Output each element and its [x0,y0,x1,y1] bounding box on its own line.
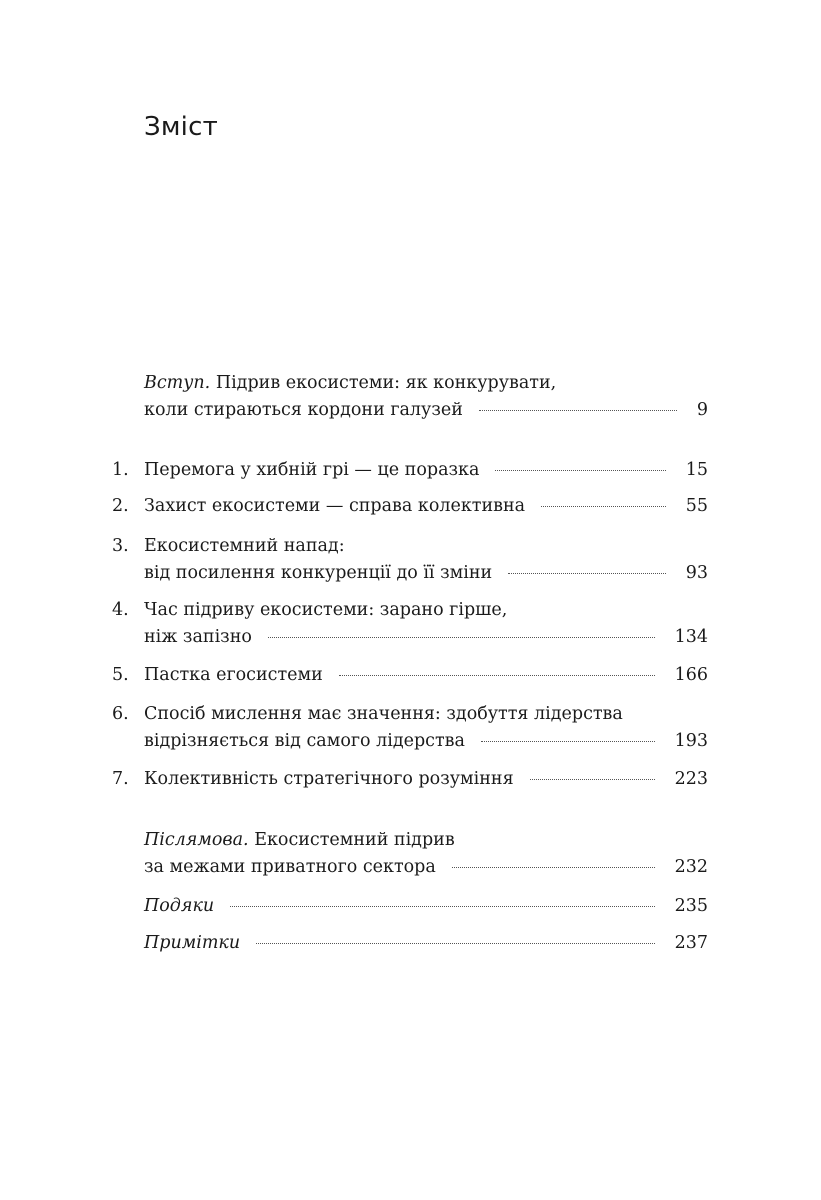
toc-page-number: 93 [685,563,708,583]
toc-entry-line [144,827,455,854]
toc-entry-prefix: Післямова. [144,830,249,850]
chapter-number: 3. [112,536,129,556]
chapter-number: 1. [112,460,129,480]
toc-entry-title: Подяки [144,896,215,916]
dot-leader [452,867,655,868]
toc-page-number: 223 [674,769,708,789]
toc-page-number: 9 [696,400,708,420]
page-title: Зміст [144,112,218,142]
toc-entry-title: Колективність стратегічного розуміння [144,769,514,789]
toc-entry-title: коли стираються кордони галузей [144,400,463,420]
toc-entry-title: від посилення конкуренції до її зміни [144,563,493,583]
toc-entry-title: Спосіб мислення має значення: здобуття лідерства [144,704,623,724]
toc-entry-title: відрізняється від самого лідерства [144,731,465,751]
dot-leader [495,470,665,471]
toc-entry-title: Пастка егосистеми [144,665,323,685]
toc-page-number: 193 [674,731,708,751]
dot-leader [481,741,655,742]
toc-page-number: 166 [674,665,708,685]
toc-entry-title: Перемога у хибній грі — це поразка [144,460,480,480]
toc-entry-title: Екосистемний підрив [254,830,455,850]
toc-entry-title: Примітки [144,933,241,953]
toc-page-number: 235 [674,896,708,916]
toc-entry-title: Час підриву екосистеми: зарано гірше, [144,600,508,620]
dot-leader [541,506,666,507]
chapter-number: 2. [112,496,129,516]
chapter-number: 4. [112,600,129,620]
toc-entry-title: Екосистемний напад: [144,536,345,556]
dot-leader [508,573,666,574]
chapter-number: 6. [112,704,129,724]
toc-entry-title: Підрив екосистеми: як конкурувати, [215,373,557,393]
toc-page-number: 134 [674,627,708,647]
toc-entry-prefix: Вступ. [144,373,211,393]
chapter-number: 5. [112,665,129,685]
toc-page-number: 15 [685,460,708,480]
toc-entry-title: за межами приватного сектора [144,857,436,877]
toc-page-number: 232 [674,857,708,877]
toc-entry-title: Захист екосистеми — справа колективна [144,496,526,516]
toc-entry-line [144,370,556,397]
dot-leader [339,675,655,676]
toc-entry-title: ніж запізно [144,627,252,647]
dot-leader [530,779,655,780]
toc-page-number: 55 [685,496,708,516]
dot-leader [230,906,654,907]
dot-leader [256,943,654,944]
dot-leader [268,637,655,638]
toc-page-number: 237 [674,933,708,953]
dot-leader [479,410,677,411]
chapter-number: 7. [112,769,129,789]
